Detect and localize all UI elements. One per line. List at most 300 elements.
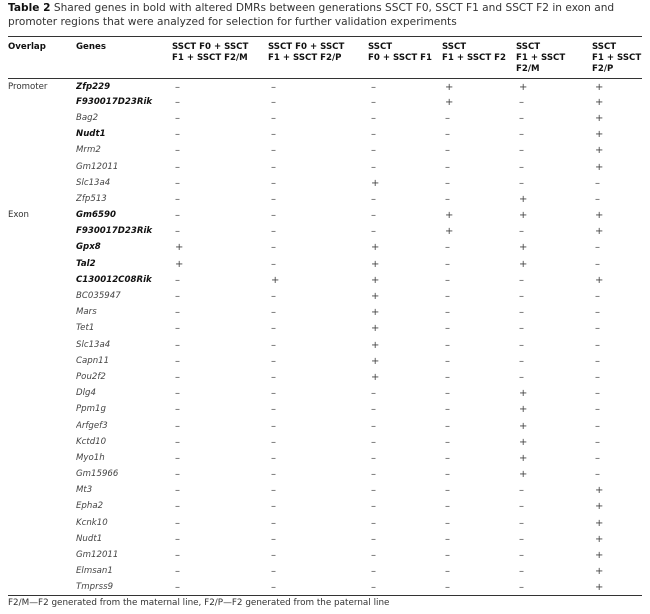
gene-cell: Tet1 — [76, 323, 95, 334]
table-row — [8, 240, 642, 256]
table-row — [8, 515, 642, 531]
overlap-value-cell: – — [519, 517, 524, 529]
overlap-value-cell: – — [445, 485, 450, 497]
overlap-value-cell: – — [271, 371, 276, 383]
overlap-value-cell: – — [271, 533, 276, 545]
overlap-value-cell: – — [175, 210, 180, 222]
gene-cell: Dlg4 — [76, 388, 96, 399]
overlap-value-cell: – — [519, 177, 524, 189]
overlap-value-cell: – — [371, 161, 376, 173]
overlap-value-cell: – — [175, 582, 180, 594]
overlap-value-cell: – — [445, 388, 450, 400]
overlap-value-cell: – — [519, 323, 524, 335]
overlap-value-cell: + — [595, 96, 604, 108]
overlap-value-cell: – — [445, 452, 450, 464]
overlap-value-cell: + — [371, 274, 380, 286]
overlap-value-cell: + — [595, 566, 604, 578]
overlap-value-cell: + — [175, 242, 184, 254]
overlap-value-cell: – — [271, 436, 276, 448]
overlap-value-cell: – — [175, 96, 180, 108]
overlap-value-cell: – — [445, 517, 450, 529]
overlap-value-cell: – — [271, 177, 276, 189]
overlap-cell — [8, 337, 76, 353]
overlap-value-cell: + — [595, 226, 604, 238]
column-header — [592, 38, 642, 78]
overlap-value-cell: – — [371, 469, 376, 481]
overlap-value-cell: – — [445, 177, 450, 189]
column-header-line: SSCT — [368, 42, 393, 52]
gene-cell: Slc13a4 — [76, 339, 111, 350]
overlap-value-cell: + — [371, 291, 380, 303]
overlap-value-cell: + — [595, 501, 604, 513]
overlap-value-cell: – — [371, 112, 376, 124]
overlap-value-cell: – — [595, 291, 600, 303]
overlap-value-cell: – — [519, 371, 524, 383]
gene-cell: F930017D23Rik — [76, 226, 153, 237]
overlap-value-cell: – — [175, 81, 180, 93]
overlap-value-cell: – — [175, 291, 180, 303]
overlap-value-cell: – — [519, 307, 524, 319]
overlap-value-cell: – — [175, 533, 180, 545]
overlap-value-cell: – — [175, 193, 180, 205]
overlap-value-cell: + — [371, 307, 380, 319]
overlap-value-cell: – — [175, 226, 180, 238]
overlap-value-cell: – — [519, 339, 524, 351]
gene-cell: Mrm2 — [76, 145, 101, 156]
caption-text: Shared genes in bold with altered DMRs between generations SSCT F0, SSCT F1 and SSCT F2 in exon and promoter regions that were analyzed for selection for further validation experiments — [8, 2, 615, 28]
column-header — [268, 38, 368, 78]
overlap-value-cell: – — [271, 550, 276, 562]
overlap-value-cell: – — [271, 323, 276, 335]
overlap-cell — [8, 143, 76, 159]
table-row — [8, 127, 642, 143]
table-row — [8, 402, 642, 418]
table-row — [8, 483, 642, 499]
overlap-cell — [8, 434, 76, 450]
table-row — [8, 369, 642, 385]
overlap-value-cell: – — [271, 307, 276, 319]
overlap-value-cell: – — [445, 582, 450, 594]
gene-cell: Kcnk10 — [76, 517, 108, 528]
overlap-value-cell: – — [595, 371, 600, 383]
overlap-value-cell: – — [271, 129, 276, 141]
table-row — [8, 353, 642, 369]
overlap-value-cell: – — [445, 469, 450, 481]
overlap-value-cell: – — [371, 388, 376, 400]
table-row — [8, 386, 642, 402]
overlap-value-cell: – — [271, 210, 276, 222]
overlap-value-cell: – — [519, 145, 524, 157]
overlap-value-cell: – — [595, 355, 600, 367]
overlap-value-cell: – — [271, 81, 276, 93]
overlap-value-cell: + — [595, 161, 604, 173]
overlap-value-cell: + — [519, 436, 528, 448]
table-row — [8, 305, 642, 321]
overlap-value-cell: + — [519, 193, 528, 205]
overlap-value-cell: – — [371, 96, 376, 108]
overlap-value-cell: – — [371, 533, 376, 545]
overlap-value-cell: – — [271, 242, 276, 254]
overlap-value-cell: + — [595, 533, 604, 545]
overlap-value-cell: – — [175, 274, 180, 286]
overlap-value-cell: – — [175, 566, 180, 578]
overlap-value-cell: – — [519, 274, 524, 286]
overlap-cell — [8, 386, 76, 402]
overlap-value-cell: – — [271, 485, 276, 497]
overlap-value-cell: + — [595, 145, 604, 157]
overlap-value-cell: + — [595, 550, 604, 562]
overlap-value-cell: – — [271, 258, 276, 270]
overlap-value-cell: – — [595, 452, 600, 464]
overlap-value-cell: – — [445, 323, 450, 335]
overlap-value-cell: + — [445, 210, 454, 222]
overlap-value-cell: – — [271, 420, 276, 432]
table-row — [8, 288, 642, 304]
column-header-line: F1 + SSCT — [592, 53, 642, 63]
overlap-cell — [8, 94, 76, 110]
gene-cell: Bag2 — [76, 112, 99, 123]
overlap-value-cell: – — [445, 112, 450, 124]
overlap-value-cell: – — [445, 145, 450, 157]
overlap-value-cell: + — [519, 420, 528, 432]
overlap-value-cell: – — [445, 566, 450, 578]
overlap-cell — [8, 305, 76, 321]
overlap-value-cell: – — [445, 404, 450, 416]
overlap-value-cell: + — [175, 258, 184, 270]
overlap-value-cell: – — [175, 404, 180, 416]
table-row — [8, 208, 642, 224]
overlap-value-cell: – — [175, 339, 180, 351]
overlap-cell — [8, 580, 76, 596]
overlap-cell — [8, 159, 76, 175]
overlap-cell — [8, 240, 76, 256]
overlap-cell — [8, 369, 76, 385]
overlap-value-cell: – — [271, 112, 276, 124]
table-row — [8, 499, 642, 515]
overlap-value-cell: + — [595, 485, 604, 497]
overlap-value-cell: – — [445, 161, 450, 173]
overlap-cell — [8, 256, 76, 272]
header-row — [8, 38, 642, 78]
overlap-value-cell: – — [271, 226, 276, 238]
overlap-value-cell: – — [445, 533, 450, 545]
gene-cell: Epha2 — [76, 501, 104, 512]
overlap-cell — [8, 515, 76, 531]
gene-cell: Tal2 — [76, 258, 96, 269]
overlap-cell — [8, 175, 76, 191]
column-header-line: F1 + SSCT F2/M — [172, 53, 248, 63]
overlap-value-cell: + — [595, 210, 604, 222]
overlap-value-cell: + — [519, 81, 528, 93]
overlap-value-cell: – — [445, 355, 450, 367]
column-header-line: F1 + SSCT F2 — [442, 53, 507, 63]
overlap-value-cell: – — [371, 550, 376, 562]
overlap-value-cell: – — [175, 436, 180, 448]
overlap-value-cell: – — [519, 550, 524, 562]
overlap-value-cell: – — [371, 452, 376, 464]
overlap-value-cell: – — [595, 177, 600, 189]
gene-cell: Nudt1 — [76, 533, 103, 544]
overlap-value-cell: – — [271, 339, 276, 351]
overlap-value-cell: + — [371, 371, 380, 383]
overlap-cell: Exon — [8, 210, 29, 221]
overlap-cell — [8, 499, 76, 515]
overlap-value-cell: – — [371, 517, 376, 529]
overlap-value-cell: + — [519, 469, 528, 481]
overlap-value-cell: – — [175, 145, 180, 157]
overlap-value-cell: – — [175, 161, 180, 173]
column-header-line: F1 + SSCT — [516, 53, 566, 63]
overlap-value-cell: – — [371, 404, 376, 416]
overlap-value-cell: – — [175, 550, 180, 562]
overlap-value-cell: – — [371, 81, 376, 93]
column-header-line: SSCT — [592, 42, 617, 52]
overlap-value-cell: – — [175, 388, 180, 400]
overlap-value-cell: – — [445, 193, 450, 205]
overlap-value-cell: – — [175, 469, 180, 481]
overlap-value-cell: + — [371, 355, 380, 367]
column-header-line: F2/P — [592, 64, 614, 74]
table-row — [8, 191, 642, 207]
gene-cell: Arfgef3 — [76, 420, 108, 431]
overlap-value-cell: – — [519, 533, 524, 545]
overlap-value-cell: – — [175, 485, 180, 497]
gene-cell: Mars — [76, 307, 97, 318]
overlap-value-cell: + — [595, 112, 604, 124]
column-header — [516, 38, 592, 78]
overlap-cell — [8, 564, 76, 580]
overlap-value-cell: – — [445, 274, 450, 286]
overlap-cell — [8, 272, 76, 288]
table-footnote: F2/M—F2 generated from the maternal line, F2/P—F2 generated from the paternal line — [8, 598, 390, 608]
overlap-value-cell: – — [371, 582, 376, 594]
overlap-value-cell: – — [519, 226, 524, 238]
overlap-cell — [8, 547, 76, 563]
overlap-value-cell: – — [271, 582, 276, 594]
overlap-value-cell: + — [371, 177, 380, 189]
column-header-line: F2/M — [516, 64, 540, 74]
overlap-value-cell: – — [519, 566, 524, 578]
column-header — [172, 38, 268, 78]
gene-cell: Elmsan1 — [76, 566, 113, 577]
gene-cell: BC035947 — [76, 291, 121, 302]
overlap-value-cell: – — [371, 210, 376, 222]
overlap-value-cell: – — [519, 582, 524, 594]
overlap-value-cell: – — [519, 112, 524, 124]
column-header-line: SSCT — [442, 42, 467, 52]
overlap-value-cell: – — [175, 452, 180, 464]
overlap-value-cell: – — [445, 371, 450, 383]
overlap-value-cell: – — [595, 420, 600, 432]
overlap-value-cell: – — [595, 436, 600, 448]
overlap-value-cell: – — [175, 501, 180, 513]
overlap-value-cell: – — [371, 485, 376, 497]
overlap-value-cell: – — [175, 355, 180, 367]
overlap-cell — [8, 321, 76, 337]
overlap-cell: Promoter — [8, 81, 48, 92]
table-label: Table 2 — [8, 2, 51, 14]
gene-cell: Gm15966 — [76, 469, 119, 480]
overlap-value-cell: – — [371, 566, 376, 578]
overlap-value-cell: – — [175, 129, 180, 141]
table-row — [8, 580, 642, 596]
overlap-value-cell: + — [371, 242, 380, 254]
table-row — [8, 78, 642, 94]
overlap-value-cell: – — [445, 339, 450, 351]
gene-cell: C130012C08Rik — [76, 274, 152, 285]
overlap-cell — [8, 531, 76, 547]
gene-cell: Mt3 — [76, 485, 93, 496]
overlap-value-cell: – — [175, 307, 180, 319]
gene-cell: Gpx8 — [76, 242, 101, 253]
overlap-value-cell: + — [371, 258, 380, 270]
overlap-value-cell: + — [519, 210, 528, 222]
overlap-value-cell: – — [445, 420, 450, 432]
column-header-line: F1 + SSCT F2/P — [268, 53, 342, 63]
table-row — [8, 256, 642, 272]
overlap-value-cell: – — [595, 242, 600, 254]
overlap-value-cell: + — [595, 274, 604, 286]
table-row — [8, 159, 642, 175]
overlap-value-cell: + — [519, 258, 528, 270]
overlap-value-cell: + — [595, 129, 604, 141]
overlap-value-cell: + — [445, 81, 454, 93]
overlap-value-cell: – — [595, 404, 600, 416]
overlap-cell — [8, 402, 76, 418]
overlap-cell — [8, 288, 76, 304]
column-header — [8, 38, 76, 78]
table-row — [8, 321, 642, 337]
table-row — [8, 175, 642, 191]
overlap-value-cell: – — [271, 452, 276, 464]
table-row — [8, 547, 642, 563]
overlap-value-cell: – — [271, 404, 276, 416]
table-row — [8, 467, 642, 483]
overlap-value-cell: – — [371, 129, 376, 141]
gene-cell: Slc13a4 — [76, 177, 111, 188]
overlap-value-cell: – — [445, 550, 450, 562]
gene-cell: Ppm1g — [76, 404, 106, 415]
overlap-value-cell: – — [271, 193, 276, 205]
overlap-value-cell: – — [271, 145, 276, 157]
gene-cell: Zfp229 — [76, 81, 111, 92]
dmr-table — [8, 38, 642, 596]
gene-cell: Gm12011 — [76, 161, 119, 172]
column-header-line: Genes — [76, 42, 106, 52]
table-row — [8, 337, 642, 353]
overlap-value-cell: + — [371, 339, 380, 351]
overlap-value-cell: – — [519, 355, 524, 367]
overlap-value-cell: – — [175, 517, 180, 529]
overlap-value-cell: – — [271, 355, 276, 367]
overlap-value-cell: – — [445, 242, 450, 254]
overlap-value-cell: – — [271, 501, 276, 513]
gene-cell: Gm12011 — [76, 550, 119, 561]
overlap-value-cell: – — [595, 339, 600, 351]
overlap-value-cell: – — [595, 307, 600, 319]
gene-cell: Capn11 — [76, 355, 110, 366]
column-header-line: Overlap — [8, 42, 46, 52]
gene-cell: F930017D23Rik — [76, 96, 153, 107]
gene-cell: Pou2f2 — [76, 371, 106, 382]
overlap-value-cell: + — [595, 81, 604, 93]
overlap-value-cell: + — [445, 226, 454, 238]
gene-cell: Myo1h — [76, 452, 105, 463]
overlap-value-cell: – — [371, 193, 376, 205]
overlap-cell — [8, 483, 76, 499]
overlap-value-cell: – — [595, 469, 600, 481]
overlap-value-cell: – — [519, 96, 524, 108]
table-row — [8, 94, 642, 110]
overlap-value-cell: – — [271, 161, 276, 173]
table-caption — [8, 2, 644, 29]
gene-cell: Nudt1 — [76, 129, 106, 140]
overlap-value-cell: – — [371, 226, 376, 238]
overlap-value-cell: – — [175, 112, 180, 124]
overlap-value-cell: – — [445, 436, 450, 448]
column-header-line: SSCT F0 + SSCT — [268, 42, 345, 52]
overlap-value-cell: + — [519, 388, 528, 400]
overlap-value-cell: – — [175, 420, 180, 432]
table-row — [8, 564, 642, 580]
overlap-cell — [8, 191, 76, 207]
bottom-rule — [8, 595, 642, 596]
overlap-value-cell: – — [175, 177, 180, 189]
column-header — [442, 38, 516, 78]
overlap-value-cell: – — [595, 388, 600, 400]
column-header-line: F0 + SSCT F1 — [368, 53, 433, 63]
overlap-value-cell: + — [595, 582, 604, 594]
overlap-value-cell: – — [445, 291, 450, 303]
overlap-value-cell: + — [445, 96, 454, 108]
overlap-cell — [8, 353, 76, 369]
overlap-cell — [8, 224, 76, 240]
overlap-value-cell: + — [371, 323, 380, 335]
overlap-value-cell: – — [595, 323, 600, 335]
overlap-value-cell: – — [271, 469, 276, 481]
column-header — [76, 38, 172, 78]
table-row — [8, 272, 642, 288]
gene-cell: Kctd10 — [76, 436, 107, 447]
overlap-value-cell: + — [519, 452, 528, 464]
overlap-value-cell: – — [519, 501, 524, 513]
overlap-value-cell: + — [519, 242, 528, 254]
gene-cell: Gm6590 — [76, 210, 116, 221]
overlap-value-cell: – — [371, 501, 376, 513]
table-row — [8, 531, 642, 547]
overlap-value-cell: – — [445, 129, 450, 141]
overlap-value-cell: – — [519, 291, 524, 303]
table-row — [8, 110, 642, 126]
table-row — [8, 434, 642, 450]
table-body — [8, 78, 642, 596]
gene-cell: Tmprss9 — [76, 582, 114, 593]
table-row — [8, 450, 642, 466]
overlap-value-cell: – — [445, 258, 450, 270]
table-row — [8, 418, 642, 434]
overlap-value-cell: – — [371, 145, 376, 157]
overlap-value-cell: – — [371, 420, 376, 432]
overlap-value-cell: – — [175, 323, 180, 335]
overlap-value-cell: – — [271, 517, 276, 529]
overlap-value-cell: – — [595, 258, 600, 270]
column-header-line: SSCT F0 + SSCT — [172, 42, 249, 52]
column-header-line: SSCT — [516, 42, 541, 52]
table-row — [8, 143, 642, 159]
overlap-value-cell: – — [519, 485, 524, 497]
column-header — [368, 38, 442, 78]
overlap-value-cell: – — [519, 129, 524, 141]
